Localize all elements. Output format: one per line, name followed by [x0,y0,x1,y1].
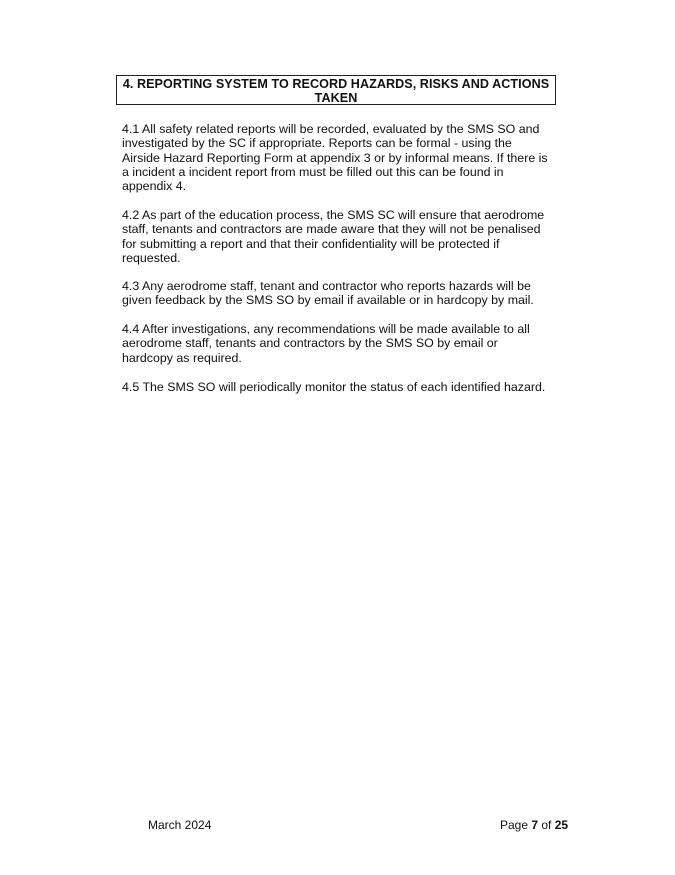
paragraph-line: aerodrome staff, tenants and contractors by the SMS SO by email or [122,336,498,351]
paragraph-line: 4.1 All safety related reports will be recorded, evaluated by the SMS SO and [122,122,540,136]
page-prefix: Page [500,818,532,832]
paragraph-line: 4.2 As part of the education process, the SMS SC will ensure that aerodrome [122,208,545,222]
section-heading-line-2: TAKEN [314,91,358,105]
paragraph-4-2 [122,208,567,265]
paragraph-line: a incident a incident report from must be filled out this can be found in [122,164,504,179]
paragraph-line: hardcopy as required. [122,350,242,365]
section-heading [116,75,556,105]
paragraph-line: 4.3 Any aerodrome staff, tenant and contractor who reports hazards will be [122,279,531,293]
paragraph-line: staff, tenants and contractors are made aware that they will not be penalised [122,222,541,237]
section-heading-line-1: 4. REPORTING SYSTEM TO RECORD HAZARDS, RISKS AND ACTIONS [122,77,550,91]
footer-date: March 2024 [148,818,212,832]
paragraph-4-4 [122,322,567,365]
paragraph-line: given feedback by the SMS SO by email if available or in hardcopy by mail. [122,293,534,308]
paragraph-4-5 [122,380,567,394]
paragraph-line: 4.5 The SMS SO will periodically monitor the status of each identified hazard. [122,380,546,394]
footer-page-number [500,818,568,832]
paragraph-line: for submitting a report and that their confidentiality will be protected if [122,236,500,251]
page-total: 25 [554,818,569,832]
paragraph-line: investigated by the SC if appropriate. Reports can be formal - using the [122,136,512,151]
paragraph-line: appendix 4. [122,179,187,194]
page-of: of [538,818,555,832]
paragraph-line: requested. [122,250,181,265]
page-current: 7 [531,818,539,832]
paragraph-4-1 [122,122,567,193]
paragraph-line: 4.4 After investigations, any recommendations will be made available to all [122,322,530,336]
paragraph-line: Airside Hazard Reporting Form at appendix 3 or by informal means. If there is [122,150,548,165]
paragraph-4-3 [122,279,567,308]
